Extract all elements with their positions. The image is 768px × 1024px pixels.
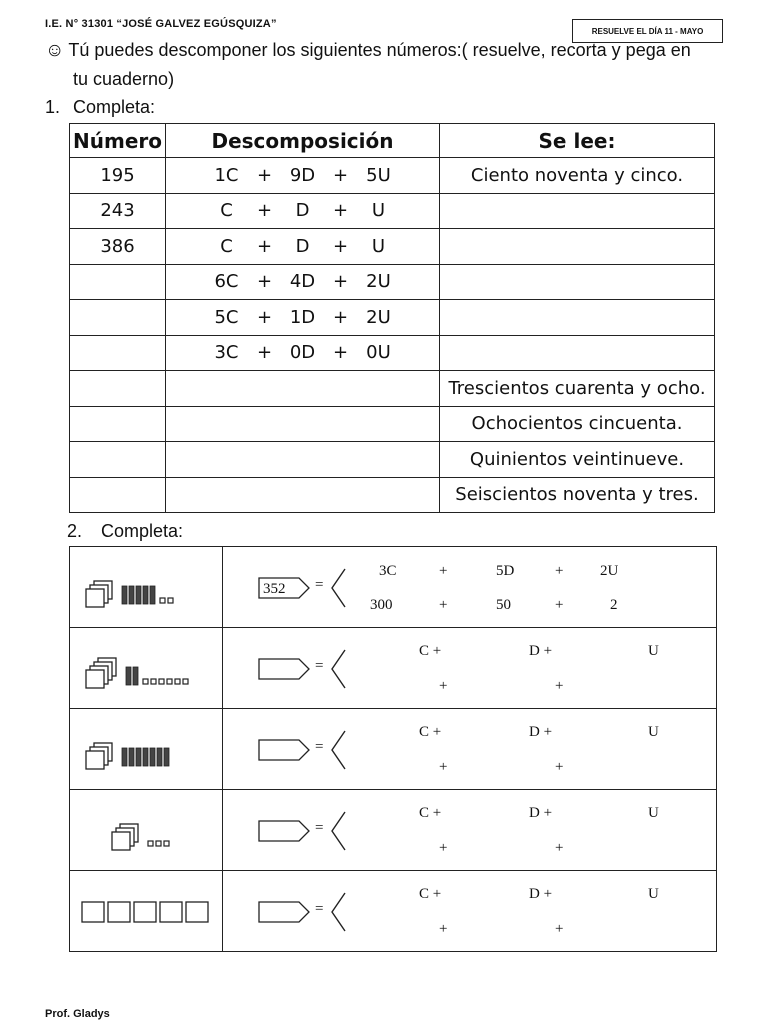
unit-cube xyxy=(167,679,172,684)
cell-descomposicion xyxy=(166,300,440,336)
label-d: D + xyxy=(529,643,553,659)
answer-cell xyxy=(223,547,717,628)
plus-sign: + xyxy=(332,235,349,257)
bracket-icon xyxy=(329,567,349,609)
hundred-flat xyxy=(82,902,104,922)
label-c: C + xyxy=(419,643,442,659)
ten-rod xyxy=(129,586,134,604)
header-se-lee: Se lee: xyxy=(440,124,715,158)
bracket-icon xyxy=(329,810,349,852)
plus-sign: + xyxy=(439,759,448,775)
plus-sign: + xyxy=(439,921,448,937)
cell-descomposicion xyxy=(166,442,440,478)
bracket-icon xyxy=(329,891,349,933)
example-d: 5D xyxy=(496,563,515,579)
plus-sign: + xyxy=(256,235,273,257)
section-1-number: 1. xyxy=(45,97,61,117)
example-u-value: 2 xyxy=(610,597,618,613)
label-d: D + xyxy=(529,886,553,902)
cell-se-lee xyxy=(440,335,715,371)
cell-descomposicion xyxy=(166,264,440,300)
cell-se-lee: Quinientos veintinueve. xyxy=(440,442,715,478)
table-row xyxy=(70,300,715,336)
number-box-value: 352 xyxy=(263,581,286,597)
hundred-flat xyxy=(186,902,208,922)
cell-descomposicion xyxy=(166,229,440,265)
number-box xyxy=(257,737,313,763)
plus-sign: + xyxy=(439,597,448,613)
blocks-row xyxy=(70,790,717,871)
header-descomposicion: Descomposición xyxy=(166,124,440,158)
ten-rod xyxy=(150,748,155,766)
cell-numero xyxy=(70,371,166,407)
base-ten-blocks xyxy=(70,790,222,870)
base-ten-blocks xyxy=(70,628,222,708)
hundred-flat xyxy=(86,751,104,769)
cell-unidades: 5U xyxy=(366,164,391,186)
cell-se-lee: Ciento noventa y cinco. xyxy=(440,158,715,194)
cell-numero xyxy=(70,477,166,513)
cell-centenas: 1C xyxy=(214,164,239,186)
blocks-cell xyxy=(70,790,223,871)
header-numero: Número xyxy=(70,124,166,158)
label-u: U xyxy=(648,643,659,659)
number-box xyxy=(257,656,313,682)
cell-decenas: 0D xyxy=(289,342,316,364)
ten-rod xyxy=(164,748,169,766)
hundred-flat xyxy=(134,902,156,922)
cell-descomposicion xyxy=(166,335,440,371)
ten-rod xyxy=(126,667,131,685)
equals-sign: = xyxy=(315,901,324,917)
blocks-cell xyxy=(70,709,223,790)
table-row xyxy=(70,442,715,478)
blocks-cell xyxy=(70,547,223,628)
section-1-label: Completa: xyxy=(73,97,156,117)
cell-numero: 386 xyxy=(70,229,166,265)
label-d: D + xyxy=(529,805,553,821)
ten-rod xyxy=(143,748,148,766)
section-2-number: 2. xyxy=(67,521,83,541)
section-1-title xyxy=(45,97,155,118)
label-c: C + xyxy=(419,724,442,740)
cell-descomposicion xyxy=(166,158,440,194)
label-c: C + xyxy=(419,805,442,821)
plus-sign: + xyxy=(439,678,448,694)
unit-cube xyxy=(164,841,169,846)
label-u: U xyxy=(648,724,659,740)
intro-line-2: tu cuaderno) xyxy=(73,69,175,89)
cell-numero xyxy=(70,300,166,336)
hundred-flat xyxy=(112,832,130,850)
blocks-row xyxy=(70,628,717,709)
smiley-icon: ☺ xyxy=(45,40,65,61)
hundred-flat xyxy=(108,902,130,922)
number-box xyxy=(257,818,313,844)
cell-centenas: 6C xyxy=(214,271,239,293)
table-row xyxy=(70,406,715,442)
ten-rod xyxy=(129,748,134,766)
plus-sign: + xyxy=(256,164,273,186)
plus-sign: + xyxy=(256,200,273,222)
plus-sign: + xyxy=(555,563,564,579)
ten-rod xyxy=(136,748,141,766)
label-c: C + xyxy=(419,886,442,902)
example-d-value: 50 xyxy=(496,597,511,613)
equals-sign: = xyxy=(315,739,324,755)
cell-centenas: 3C xyxy=(214,342,239,364)
plus-sign: + xyxy=(555,597,564,613)
decomposition-table xyxy=(69,123,715,513)
cell-unidades: U xyxy=(371,200,386,222)
cell-se-lee xyxy=(440,264,715,300)
blocks-cell xyxy=(70,628,223,709)
cell-unidades: U xyxy=(371,235,386,257)
date-note-box: RESUELVE EL DÍA 11 - MAYO xyxy=(572,19,723,43)
plus-sign: + xyxy=(555,678,564,694)
plus-sign: + xyxy=(439,840,448,856)
cell-centenas: C xyxy=(220,200,233,222)
cell-se-lee xyxy=(440,193,715,229)
label-d: D + xyxy=(529,724,553,740)
unit-cube xyxy=(143,679,148,684)
cell-numero xyxy=(70,442,166,478)
example-c: 3C xyxy=(379,563,397,579)
plus-sign: + xyxy=(555,840,564,856)
blocks-row xyxy=(70,547,717,628)
answer-cell xyxy=(223,790,717,871)
answer-cell xyxy=(223,871,717,952)
bracket-icon xyxy=(329,729,349,771)
table-row xyxy=(70,193,715,229)
table-row xyxy=(70,158,715,194)
cell-unidades: 2U xyxy=(366,271,391,293)
answer-cell xyxy=(223,709,717,790)
table-row xyxy=(70,229,715,265)
equals-sign: = xyxy=(315,658,324,674)
ten-rod xyxy=(143,586,148,604)
ten-rod xyxy=(150,586,155,604)
cell-se-lee: Ochocientos cincuenta. xyxy=(440,406,715,442)
cell-unidades: 2U xyxy=(366,306,391,328)
cell-se-lee xyxy=(440,229,715,265)
cell-decenas: 4D xyxy=(289,271,316,293)
label-u: U xyxy=(648,886,659,902)
number-box xyxy=(257,575,313,601)
cell-numero: 195 xyxy=(70,158,166,194)
cell-descomposicion xyxy=(166,477,440,513)
blocks-row xyxy=(70,871,717,952)
plus-sign: + xyxy=(555,759,564,775)
cell-numero: 243 xyxy=(70,193,166,229)
unit-cube xyxy=(148,841,153,846)
cell-numero xyxy=(70,335,166,371)
hundred-flat xyxy=(86,589,104,607)
cell-numero xyxy=(70,406,166,442)
teacher-name: Prof. Gladys xyxy=(45,1008,110,1020)
plus-sign: + xyxy=(332,342,349,364)
plus-sign: + xyxy=(256,271,273,293)
unit-cube xyxy=(159,679,164,684)
intro-instruction xyxy=(45,36,725,93)
unit-cube xyxy=(156,841,161,846)
table-row xyxy=(70,477,715,513)
label-u: U xyxy=(648,805,659,821)
equals-sign: = xyxy=(315,820,324,836)
plus-sign: + xyxy=(439,563,448,579)
blocks-table xyxy=(69,546,717,952)
section-2-title xyxy=(67,521,183,542)
equals-sign: = xyxy=(315,577,324,593)
cell-decenas: D xyxy=(295,235,310,257)
ten-rod xyxy=(122,586,127,604)
hundred-flat xyxy=(86,670,104,688)
unit-cube xyxy=(168,598,173,603)
ten-rod xyxy=(133,667,138,685)
ten-rod xyxy=(122,748,127,766)
cell-descomposicion xyxy=(166,406,440,442)
unit-cube xyxy=(160,598,165,603)
ten-rod xyxy=(136,586,141,604)
answer-cell xyxy=(223,628,717,709)
table-row xyxy=(70,264,715,300)
plus-sign: + xyxy=(256,306,273,328)
plus-sign: + xyxy=(332,164,349,186)
cell-descomposicion xyxy=(166,371,440,407)
school-name: I.E. N° 31301 “JOSÉ GALVEZ EGÚSQUIZA” xyxy=(45,18,277,30)
cell-centenas: 5C xyxy=(214,306,239,328)
ten-rod xyxy=(157,748,162,766)
unit-cube xyxy=(151,679,156,684)
cell-decenas: D xyxy=(295,200,310,222)
base-ten-blocks xyxy=(70,871,222,951)
plus-sign: + xyxy=(332,306,349,328)
intro-line-1: Tú puedes descomponer los siguientes números:( resuelve, recorta y pega en xyxy=(68,40,691,60)
cell-numero xyxy=(70,264,166,300)
cell-decenas: 1D xyxy=(289,306,316,328)
unit-cube xyxy=(183,679,188,684)
number-box xyxy=(257,899,313,925)
table-row xyxy=(70,335,715,371)
cell-descomposicion xyxy=(166,193,440,229)
base-ten-blocks xyxy=(70,547,222,627)
hundred-flat xyxy=(160,902,182,922)
blocks-cell xyxy=(70,871,223,952)
cell-decenas: 9D xyxy=(289,164,316,186)
example-u: 2U xyxy=(600,563,619,579)
plus-sign: + xyxy=(555,921,564,937)
cell-centenas: C xyxy=(220,235,233,257)
section-2-label: Completa: xyxy=(101,521,184,541)
plus-sign: + xyxy=(256,342,273,364)
cell-unidades: 0U xyxy=(366,342,391,364)
bracket-icon xyxy=(329,648,349,690)
cell-se-lee xyxy=(440,300,715,336)
cell-se-lee: Seiscientos noventa y tres. xyxy=(440,477,715,513)
unit-cube xyxy=(175,679,180,684)
plus-sign: + xyxy=(332,271,349,293)
example-c-value: 300 xyxy=(370,597,393,613)
table-row xyxy=(70,371,715,407)
plus-sign: + xyxy=(332,200,349,222)
cell-se-lee: Trescientos cuarenta y ocho. xyxy=(440,371,715,407)
base-ten-blocks xyxy=(70,709,222,789)
blocks-row xyxy=(70,709,717,790)
